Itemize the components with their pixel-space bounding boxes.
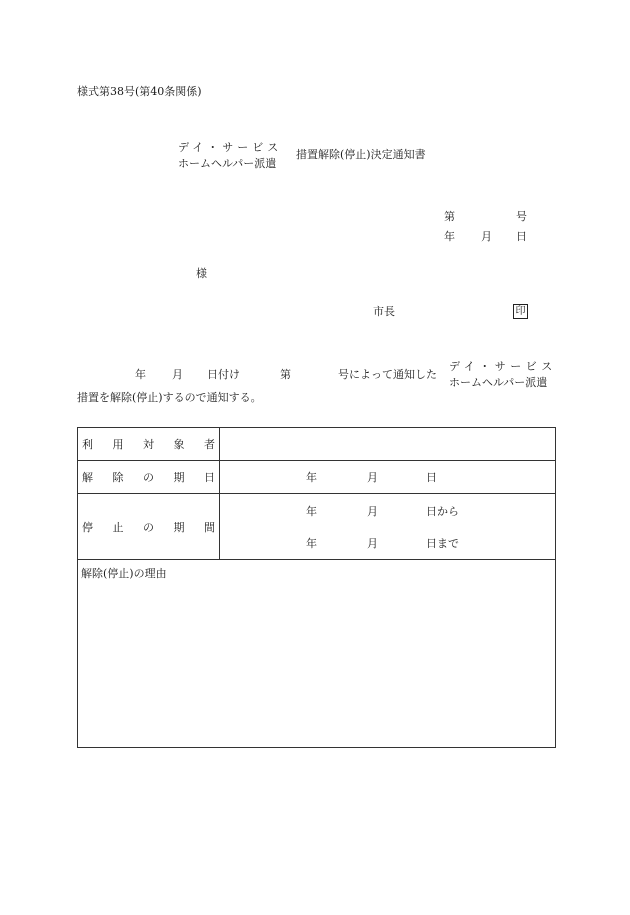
suspend-to-year: 年 [306,536,317,550]
body-service-day: デイ・サービス [449,360,557,373]
addressee-honorific: 様 [196,267,207,280]
date-month: 月 [481,230,492,243]
table-row-suspend-period [78,494,556,560]
body-go-notified: 号によって通知した [338,368,437,381]
body-service-helper: ホームヘルパー派遣 [449,375,548,389]
document-title: 措置解除(停止)決定通知書 [296,148,426,161]
body-day-dated: 日付け [207,368,240,381]
user-label: 利 用 対 象 者 [78,428,220,461]
release-date-label: 解 除 の 期 日 [78,461,220,494]
body-service-stack [449,359,557,391]
suspend-from-month: 月 [367,504,378,518]
suspend-period-field[interactable] [220,494,556,560]
table-row-user [78,428,556,461]
seal-stamp: 印 [513,304,528,319]
release-date-field[interactable] [220,461,556,494]
ref-go: 号 [516,210,527,223]
service-type-stack [178,140,282,172]
service-type-helper: ホームヘルパー派遣 [178,156,277,170]
reason-field[interactable] [78,560,556,748]
form-number: 様式第38号(第40条関係) [77,85,202,98]
notice-table [77,427,556,748]
suspend-to-day: 日まで [426,536,459,550]
date-day: 日 [516,230,527,243]
body-sentence: 措置を解除(停止)するので通知する。 [77,391,262,404]
release-month: 月 [367,471,378,484]
service-type-day: デイ・サービス [178,141,283,154]
user-value-field[interactable] [220,428,556,461]
table-row-reason [78,560,556,748]
body-year: 年 [135,368,146,381]
date-year: 年 [444,230,455,243]
ref-dai: 第 [444,210,455,223]
release-year: 年 [306,471,317,484]
suspend-period-label: 停 止 の 期 間 [78,494,220,560]
body-month: 月 [172,368,183,381]
body-dai: 第 [280,368,291,381]
issuer-title: 市長 [373,305,395,318]
suspend-from-day: 日から [426,504,459,518]
reason-label: 解除(停止)の理由 [81,567,167,580]
suspend-to-month: 月 [367,536,378,550]
suspend-from-year: 年 [306,504,317,518]
release-day: 日 [426,471,437,484]
table-row-release-date [78,461,556,494]
